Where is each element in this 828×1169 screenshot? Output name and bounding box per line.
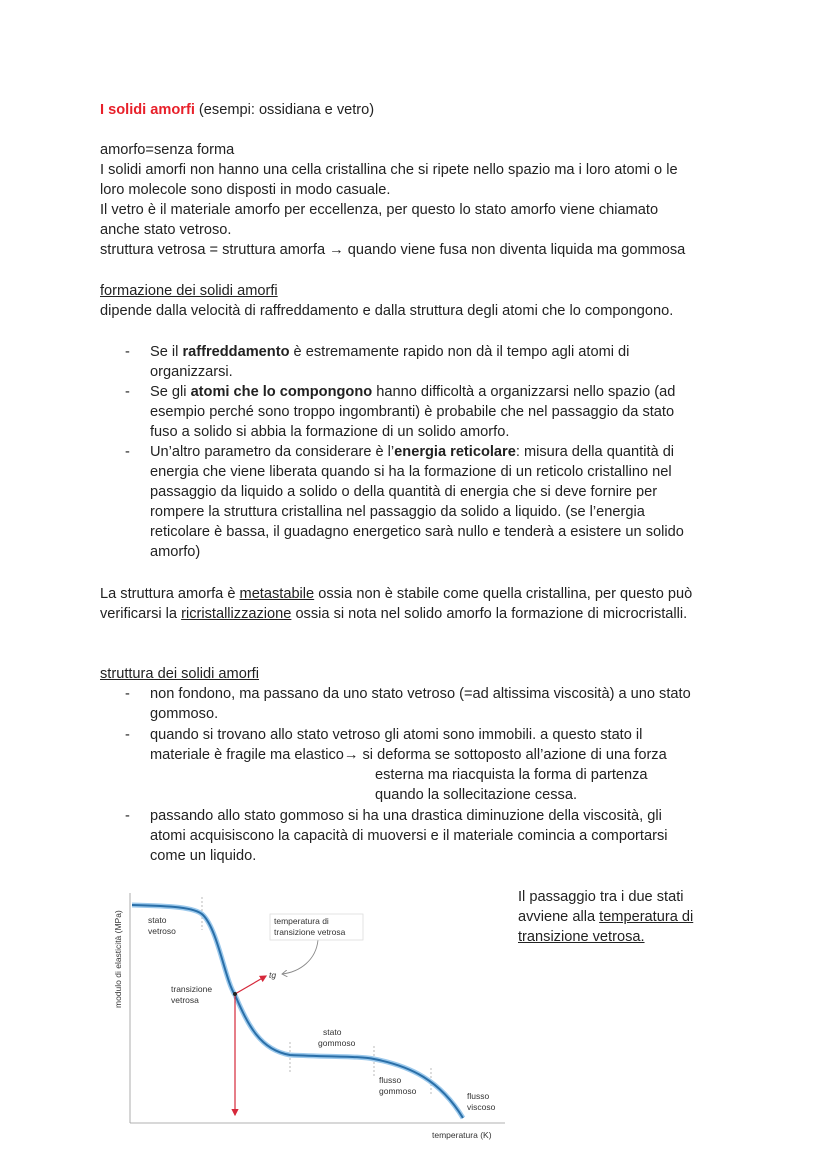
page-title xyxy=(100,100,374,120)
text-segment: verificarsi la xyxy=(100,606,182,622)
title-highlight: I solidi amorfi xyxy=(100,102,195,118)
bold-term: atomi che lo compongono xyxy=(190,384,373,400)
y-axis-label: modulo di elasticità (MPa) xyxy=(113,910,123,1008)
text-segment: esempio perché sono troppo ingombranti) è probabile che nel passaggio da stato xyxy=(150,404,675,420)
text-line xyxy=(150,745,667,765)
text-segment: : misura della quantità di xyxy=(515,444,675,460)
tg-point xyxy=(233,992,237,996)
text-segment: quando la sollecitazione cessa. xyxy=(375,787,578,803)
text-line xyxy=(150,502,645,522)
text-segment: Il vetro è il materiale amorfo per eccellenza, per questo lo stato amorfo viene chiamato xyxy=(100,202,659,218)
text-line xyxy=(150,402,674,422)
text-line xyxy=(150,704,218,724)
text-line xyxy=(100,301,673,321)
title-rest: (esempi: ossidiana e vetro) xyxy=(194,102,375,118)
text-segment: passando allo stato gommoso si ha una drastica diminuzione della viscosità, gli xyxy=(150,808,662,824)
text-line xyxy=(375,765,648,785)
text-line xyxy=(518,927,645,947)
text-line xyxy=(100,200,658,220)
text-segment: gommoso. xyxy=(150,706,219,722)
text-line xyxy=(150,826,668,846)
label-tg: tg xyxy=(269,970,277,980)
label-flusso-gommoso-2: gommoso xyxy=(379,1086,417,1096)
text-line xyxy=(375,785,577,805)
bullet-dash: - xyxy=(125,384,130,400)
underlined-term: temperatura di xyxy=(599,909,694,925)
underlined-term: metastabile xyxy=(239,586,315,602)
bullet-dash: - xyxy=(125,808,130,824)
label-stato-gommoso-1: stato xyxy=(323,1027,342,1037)
text-segment: ossia si nota nel solido amorfo la formazione di microcristalli. xyxy=(291,606,688,622)
underlined-term: ricristallizzazione xyxy=(181,606,292,622)
text-line xyxy=(150,806,662,826)
text-line xyxy=(518,907,693,927)
text-segment: materiale è fragile ma elastico→ si deforma se sottoposto all’azione di una forza xyxy=(150,747,667,763)
text-segment: struttura vetrosa = struttura amorfa → quando viene fusa non diventa liquida ma gommosa xyxy=(100,242,686,258)
text-line xyxy=(100,281,278,301)
text-segment: anche stato vetroso. xyxy=(100,222,232,238)
callout-line-2: transizione vetrosa xyxy=(274,927,346,937)
tg-pointer xyxy=(235,976,266,994)
text-segment: atomi acquisiscono la capacità di muoversi e il materiale comincia a comportarsi xyxy=(150,828,668,844)
callout-arrow xyxy=(282,940,318,974)
text-line xyxy=(100,604,687,624)
label-flusso-viscoso-1: flusso xyxy=(467,1091,490,1101)
text-segment: Un’altro parametro da considerare è l’ xyxy=(150,444,395,460)
label-flusso-gommoso-1: flusso xyxy=(379,1075,402,1085)
text-segment: La struttura amorfa è xyxy=(100,586,240,602)
text-line xyxy=(150,542,200,562)
label-flusso-viscoso-2: viscoso xyxy=(467,1102,496,1112)
label-transizione-1: transizione xyxy=(171,984,213,994)
text-line xyxy=(150,522,684,542)
text-segment: organizzarsi. xyxy=(150,364,233,380)
text-segment: Se il xyxy=(150,344,183,360)
text-line xyxy=(100,140,234,160)
text-segment: come un liquido. xyxy=(150,848,257,864)
text-segment: rompere la struttura cristallina nel passaggio da solido a liquido. (se l’energia xyxy=(150,504,645,520)
text-line xyxy=(150,462,672,482)
callout-line-1: temperatura di xyxy=(274,916,329,926)
text-line xyxy=(150,342,629,362)
text-line xyxy=(100,220,231,240)
text-segment: non fondono, ma passano da uno stato vetroso (=ad altissima viscosità) a uno stato xyxy=(150,686,691,702)
text-line xyxy=(100,584,692,604)
label-transizione-2: vetrosa xyxy=(171,995,199,1005)
text-segment: I solidi amorfi non hanno una cella cristallina che si ripete nello spazio ma i loro atomi o le xyxy=(100,162,678,178)
text-segment: amorfo=senza forma xyxy=(100,142,235,158)
text-line xyxy=(150,846,256,866)
text-line xyxy=(100,160,678,180)
bullet-dash: - xyxy=(125,686,130,702)
text-line xyxy=(150,482,657,502)
text-segment: esterna ma riacquista la forma di partenza xyxy=(375,767,648,783)
glass-transition-figure xyxy=(100,880,520,1150)
label-stato-gommoso-2: gommoso xyxy=(318,1038,356,1048)
bold-term: raffreddamento xyxy=(182,344,290,360)
text-line xyxy=(150,684,691,704)
bullet-dash: - xyxy=(125,344,130,360)
bullet-dash: - xyxy=(125,727,130,743)
text-segment: hanno difficoltà a organizzarsi nello spazio (ad xyxy=(372,384,676,400)
bold-term: energia reticolare xyxy=(394,444,516,460)
text-segment: amorfo) xyxy=(150,544,201,560)
text-line xyxy=(150,382,675,402)
bullet-dash: - xyxy=(125,444,130,460)
label-stato-vetroso-2: vetroso xyxy=(148,926,176,936)
text-line xyxy=(518,887,684,907)
text-segment: quando si trovano allo stato vetroso gli atomi sono immobili. a questo stato il xyxy=(150,727,643,743)
text-line xyxy=(150,725,642,745)
underlined-term: transizione vetrosa. xyxy=(518,929,645,945)
text-line xyxy=(150,422,509,442)
text-segment: passaggio da liquido a solido o della quantità di energia che si deve fornire per xyxy=(150,484,658,500)
text-segment: dipende dalla velocità di raffreddamento e dalla struttura degli atomi che lo compongono. xyxy=(100,303,674,319)
x-axis-label: temperatura (K) xyxy=(432,1130,492,1140)
underlined-term: formazione dei solidi amorfi xyxy=(100,283,278,299)
label-stato-vetroso-1: stato xyxy=(148,915,167,925)
text-segment: è estremamente rapido non dà il tempo agli atomi di xyxy=(289,344,630,360)
underlined-term: struttura dei solidi amorfi xyxy=(100,666,259,682)
text-segment: ossia non è stabile come quella cristallina, per questo può xyxy=(314,586,693,602)
text-segment: Se gli xyxy=(150,384,191,400)
text-line xyxy=(150,442,674,462)
text-line xyxy=(100,180,390,200)
text-line xyxy=(100,240,685,260)
text-line xyxy=(150,362,233,382)
text-segment: energia che viene liberata quando si ha la formazione di un reticolo cristallino nel xyxy=(150,464,672,480)
text-segment: reticolare è bassa, il guadagno energetico sarà nullo e tenderà a esistere un solido xyxy=(150,524,684,540)
text-line xyxy=(100,664,259,684)
text-segment: avviene alla xyxy=(518,909,600,925)
text-segment: Il passaggio tra i due stati xyxy=(518,889,684,905)
text-segment: fuso a solido si abbia la formazione di un solido amorfo. xyxy=(150,424,510,440)
text-segment: loro molecole sono disposti in modo casuale. xyxy=(100,182,391,198)
